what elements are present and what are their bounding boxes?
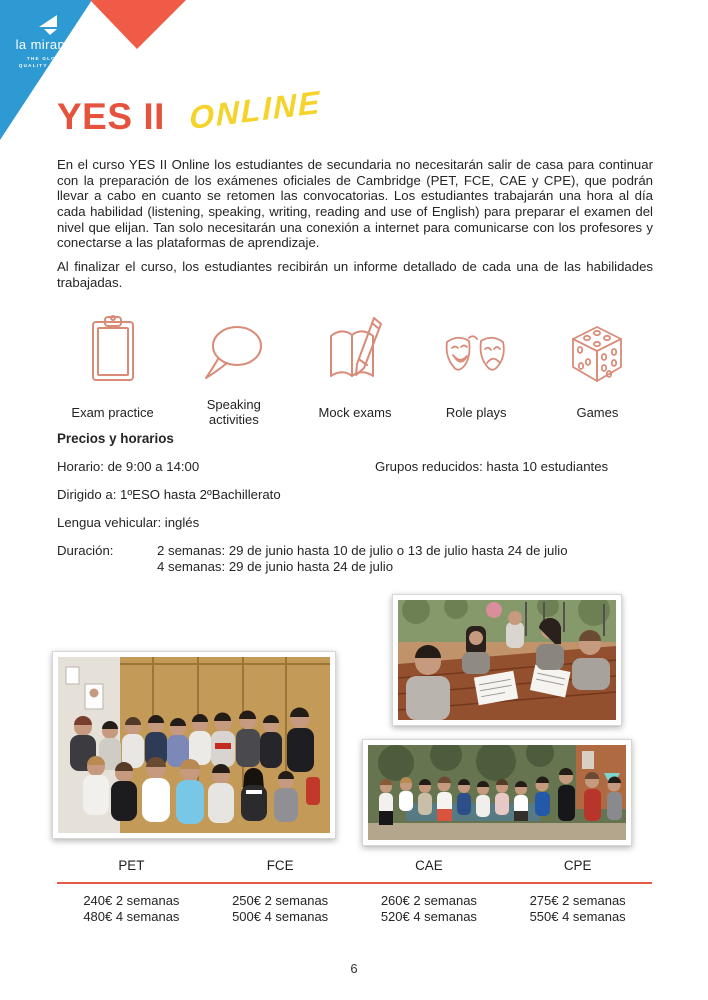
duration-line (57, 543, 653, 575)
price-2-weeks: 260€ 2 semanas (380, 893, 477, 908)
school-name: la miranda (15, 37, 81, 52)
exam-header-cpe: CPE (563, 858, 592, 873)
feature-label: Exam practice (71, 404, 154, 420)
price-4-weeks: 550€ 4 semanas (529, 908, 626, 924)
price-2-weeks: 240€ 2 semanas (83, 893, 180, 908)
price-4-weeks: 480€ 4 semanas (83, 908, 180, 924)
exam-header-cae: CAE (415, 858, 443, 873)
audience-line: Dirigido a: 1ºESO hasta 2ºBachillerato (57, 487, 281, 502)
dice-icon (568, 304, 626, 384)
details-section (57, 431, 653, 575)
feature-mock-exams (294, 304, 415, 432)
feature-speaking (173, 304, 294, 432)
feature-label: Speaking activities (206, 397, 261, 427)
duration-label: Duración: (57, 543, 114, 558)
book-pencil-icon (326, 304, 384, 384)
la-miranda-mark-icon (37, 13, 59, 35)
feature-label: Role plays (445, 404, 507, 420)
schedule-value: Horario: de 9:00 a 14:00 (57, 459, 200, 474)
outdoor-photo-illustration (368, 745, 626, 840)
feature-games (537, 304, 658, 432)
outdoor-group-photo (362, 739, 632, 846)
prices-pet (57, 893, 206, 924)
feature-label: Mock exams (318, 404, 392, 420)
students-table-photo (392, 594, 622, 726)
course-title: YES II (57, 96, 165, 137)
table-photo-illustration (398, 600, 616, 720)
speech-bubble-icon (204, 304, 264, 384)
school-logo (10, 13, 86, 70)
red-triangle (90, 0, 186, 49)
course-title-online: ONLINE (189, 83, 322, 137)
schedule-line (57, 459, 653, 474)
feature-label: Games (576, 404, 619, 420)
exam-header-pet: PET (118, 858, 145, 873)
classroom-photo-illustration (58, 657, 330, 833)
duration-values (157, 543, 568, 575)
duration-option-1: 2 semanas: 29 de junio hasta 10 de julio o 13 de julio hasta 24 de julio (157, 543, 568, 558)
price-4-weeks: 520€ 4 semanas (380, 908, 477, 924)
language-line: Lengua vehicular: inglés (57, 515, 200, 530)
price-table-body-row (57, 893, 652, 924)
price-table (57, 858, 652, 924)
school-tagline: THE GLOBAL QUALITY SCHOOL (18, 56, 78, 68)
intro-paragraph-2: Al finalizar el curso, los estudiantes recibirán un informe detallado de cada una de las habilidades trabajadas. (57, 259, 653, 290)
prices-fce (206, 893, 355, 924)
prices-cae (355, 893, 504, 924)
intro-paragraph-1: En el curso YES II Online los estudiantes de secundaria no necesitarán salir de casa para continuar con la preparación de los exámenes oficiales de Cambridge (PET, FCE, CAE y CPE), que podrán llevar a cabo en cuanto se retomen las convocatorias. Los estudiantes trabajarán una hora al día cada habilidad (listening, speaking, writing, reading and use of English) para preparar el examen del nivel que elijan. Tan solo necesitarán una conexión a internet para comunicarse con los profesores y conectarse a las plataformas de aprendizaje. (57, 157, 653, 251)
features-row (52, 304, 658, 432)
feature-role-plays (416, 304, 537, 432)
clipboard-icon (90, 304, 136, 384)
duration-option-2: 4 semanas: 29 de junio hasta 24 de julio (157, 559, 394, 574)
price-2-weeks: 250€ 2 semanas (232, 893, 329, 908)
price-4-weeks: 500€ 4 semanas (232, 908, 329, 924)
prices-cpe (503, 893, 652, 924)
details-heading: Precios y horarios (57, 431, 174, 446)
price-2-weeks: 275€ 2 semanas (529, 893, 626, 908)
price-table-header-row (57, 858, 652, 882)
theater-masks-icon (443, 304, 509, 384)
page-title (57, 83, 322, 138)
price-table-rule (57, 882, 652, 884)
classroom-group-photo (52, 651, 336, 839)
page-number: 6 (350, 961, 358, 976)
exam-header-fce: FCE (266, 858, 294, 873)
feature-exam-practice (52, 304, 173, 432)
groups-value: Grupos reducidos: hasta 10 estudiantes (375, 459, 609, 474)
